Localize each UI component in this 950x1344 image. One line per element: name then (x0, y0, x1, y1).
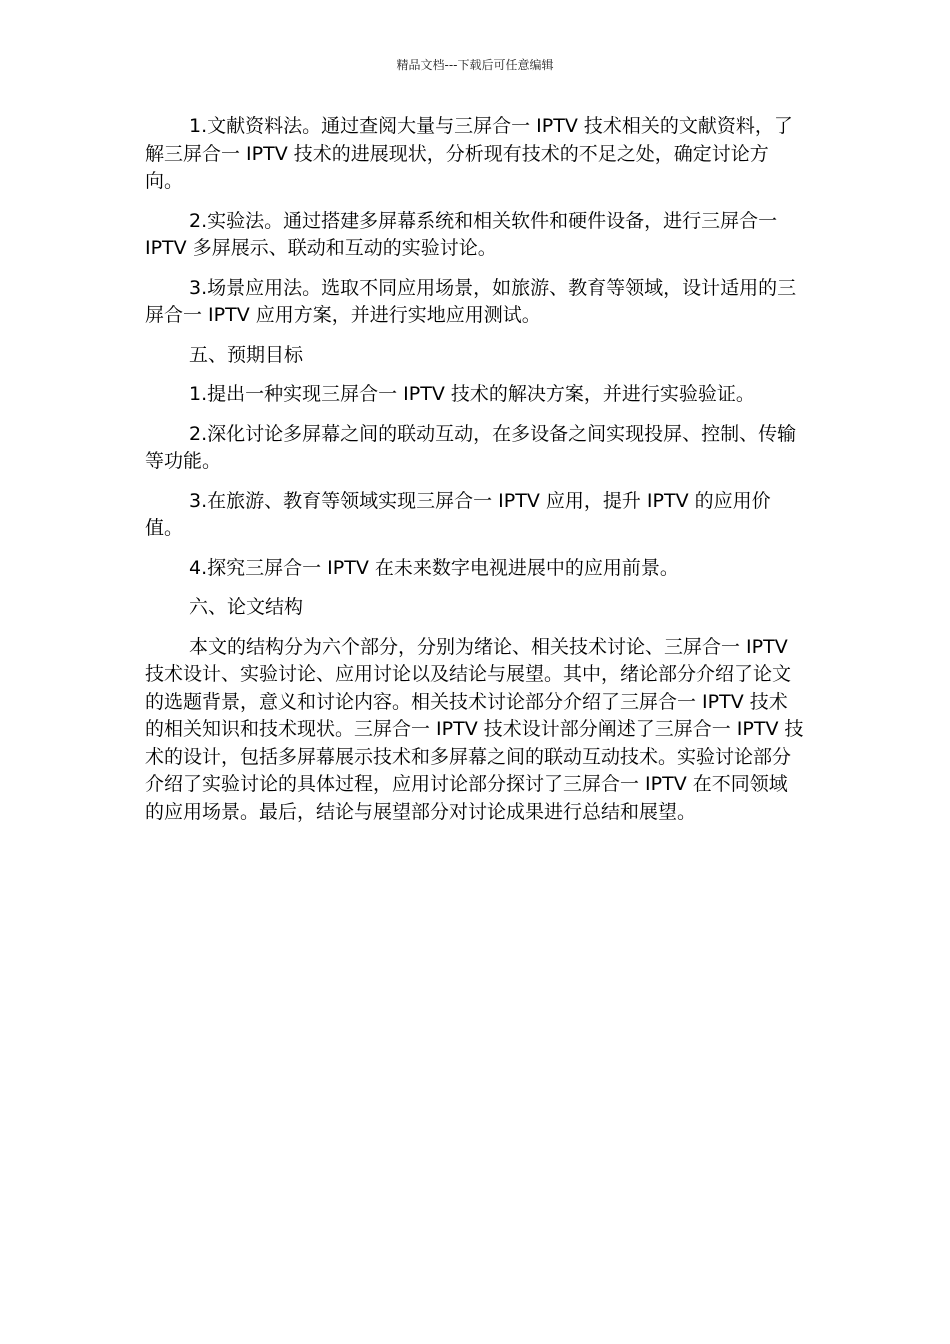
paragraph-goal-3: 3.在旅游、教育等领域实现三屏合一 IPTV 应用，提升 IPTV 的应用价值。 (145, 489, 771, 539)
paragraph-method-experiment: 2.实验法。通过搭建多屏幕系统和相关软件和硬件设备，进行三屏合一 IPTV 多屏展示、联动和互动的实验讨论。 (145, 209, 778, 259)
paragraph-method-scenario: 3.场景应用法。选取不同应用场景，如旅游、教育等领域，设计适用的三屏合一 IPTV 应用方案，并进行实地应用测试。 (145, 276, 797, 326)
document-body (145, 113, 805, 838)
paragraph-thesis-structure: 本文的结构分为六个部分，分别为绪论、相关技术讨论、三屏合一 IPTV 技术设计、实验讨论、应用讨论以及结论与展望。其中，绪论部分介绍了论文的选题背景，意义和讨论内容。相关技术讨论部分介绍了三屏合一 IPTV 技术的相关知识和技术现状。三屏合一 IPTV 技术设计部分阐述了三屏合一 IPTV 技术的设计，包括多屏幕展示技术和多屏幕之间的联动互动技术。实验讨论部分介绍了实验讨论的具体过程，应用讨论部分探讨了三屏合一 IPTV 在不同领域的应用场景。最后，结论与展望部分对讨论成果进行总结和展望。 (145, 635, 804, 823)
paragraph-goal-2: 2.深化讨论多屏幕之间的联动互动，在多设备之间实现投屏、控制、传输等功能。 (145, 422, 797, 472)
paragraph-method-literature: 1.文献资料法。通过查阅大量与三屏合一 IPTV 技术相关的文献资料，了解三屏合一 IPTV 技术的进展现状，分析现有技术的不足之处，确定讨论方向。 (145, 115, 793, 192)
page-header: 精品文档---下载后可任意编辑 (396, 58, 554, 72)
section-heading-expected-goals: 五、预期目标 (189, 343, 304, 366)
paragraph-goal-4: 4.探究三屏合一 IPTV 在未来数字电视进展中的应用前景。 (189, 556, 679, 579)
section-heading-thesis-structure: 六、论文结构 (189, 596, 304, 618)
paragraph-goal-1: 1.提出一种实现三屏合一 IPTV 技术的解决方案，并进行实验验证。 (189, 383, 755, 405)
